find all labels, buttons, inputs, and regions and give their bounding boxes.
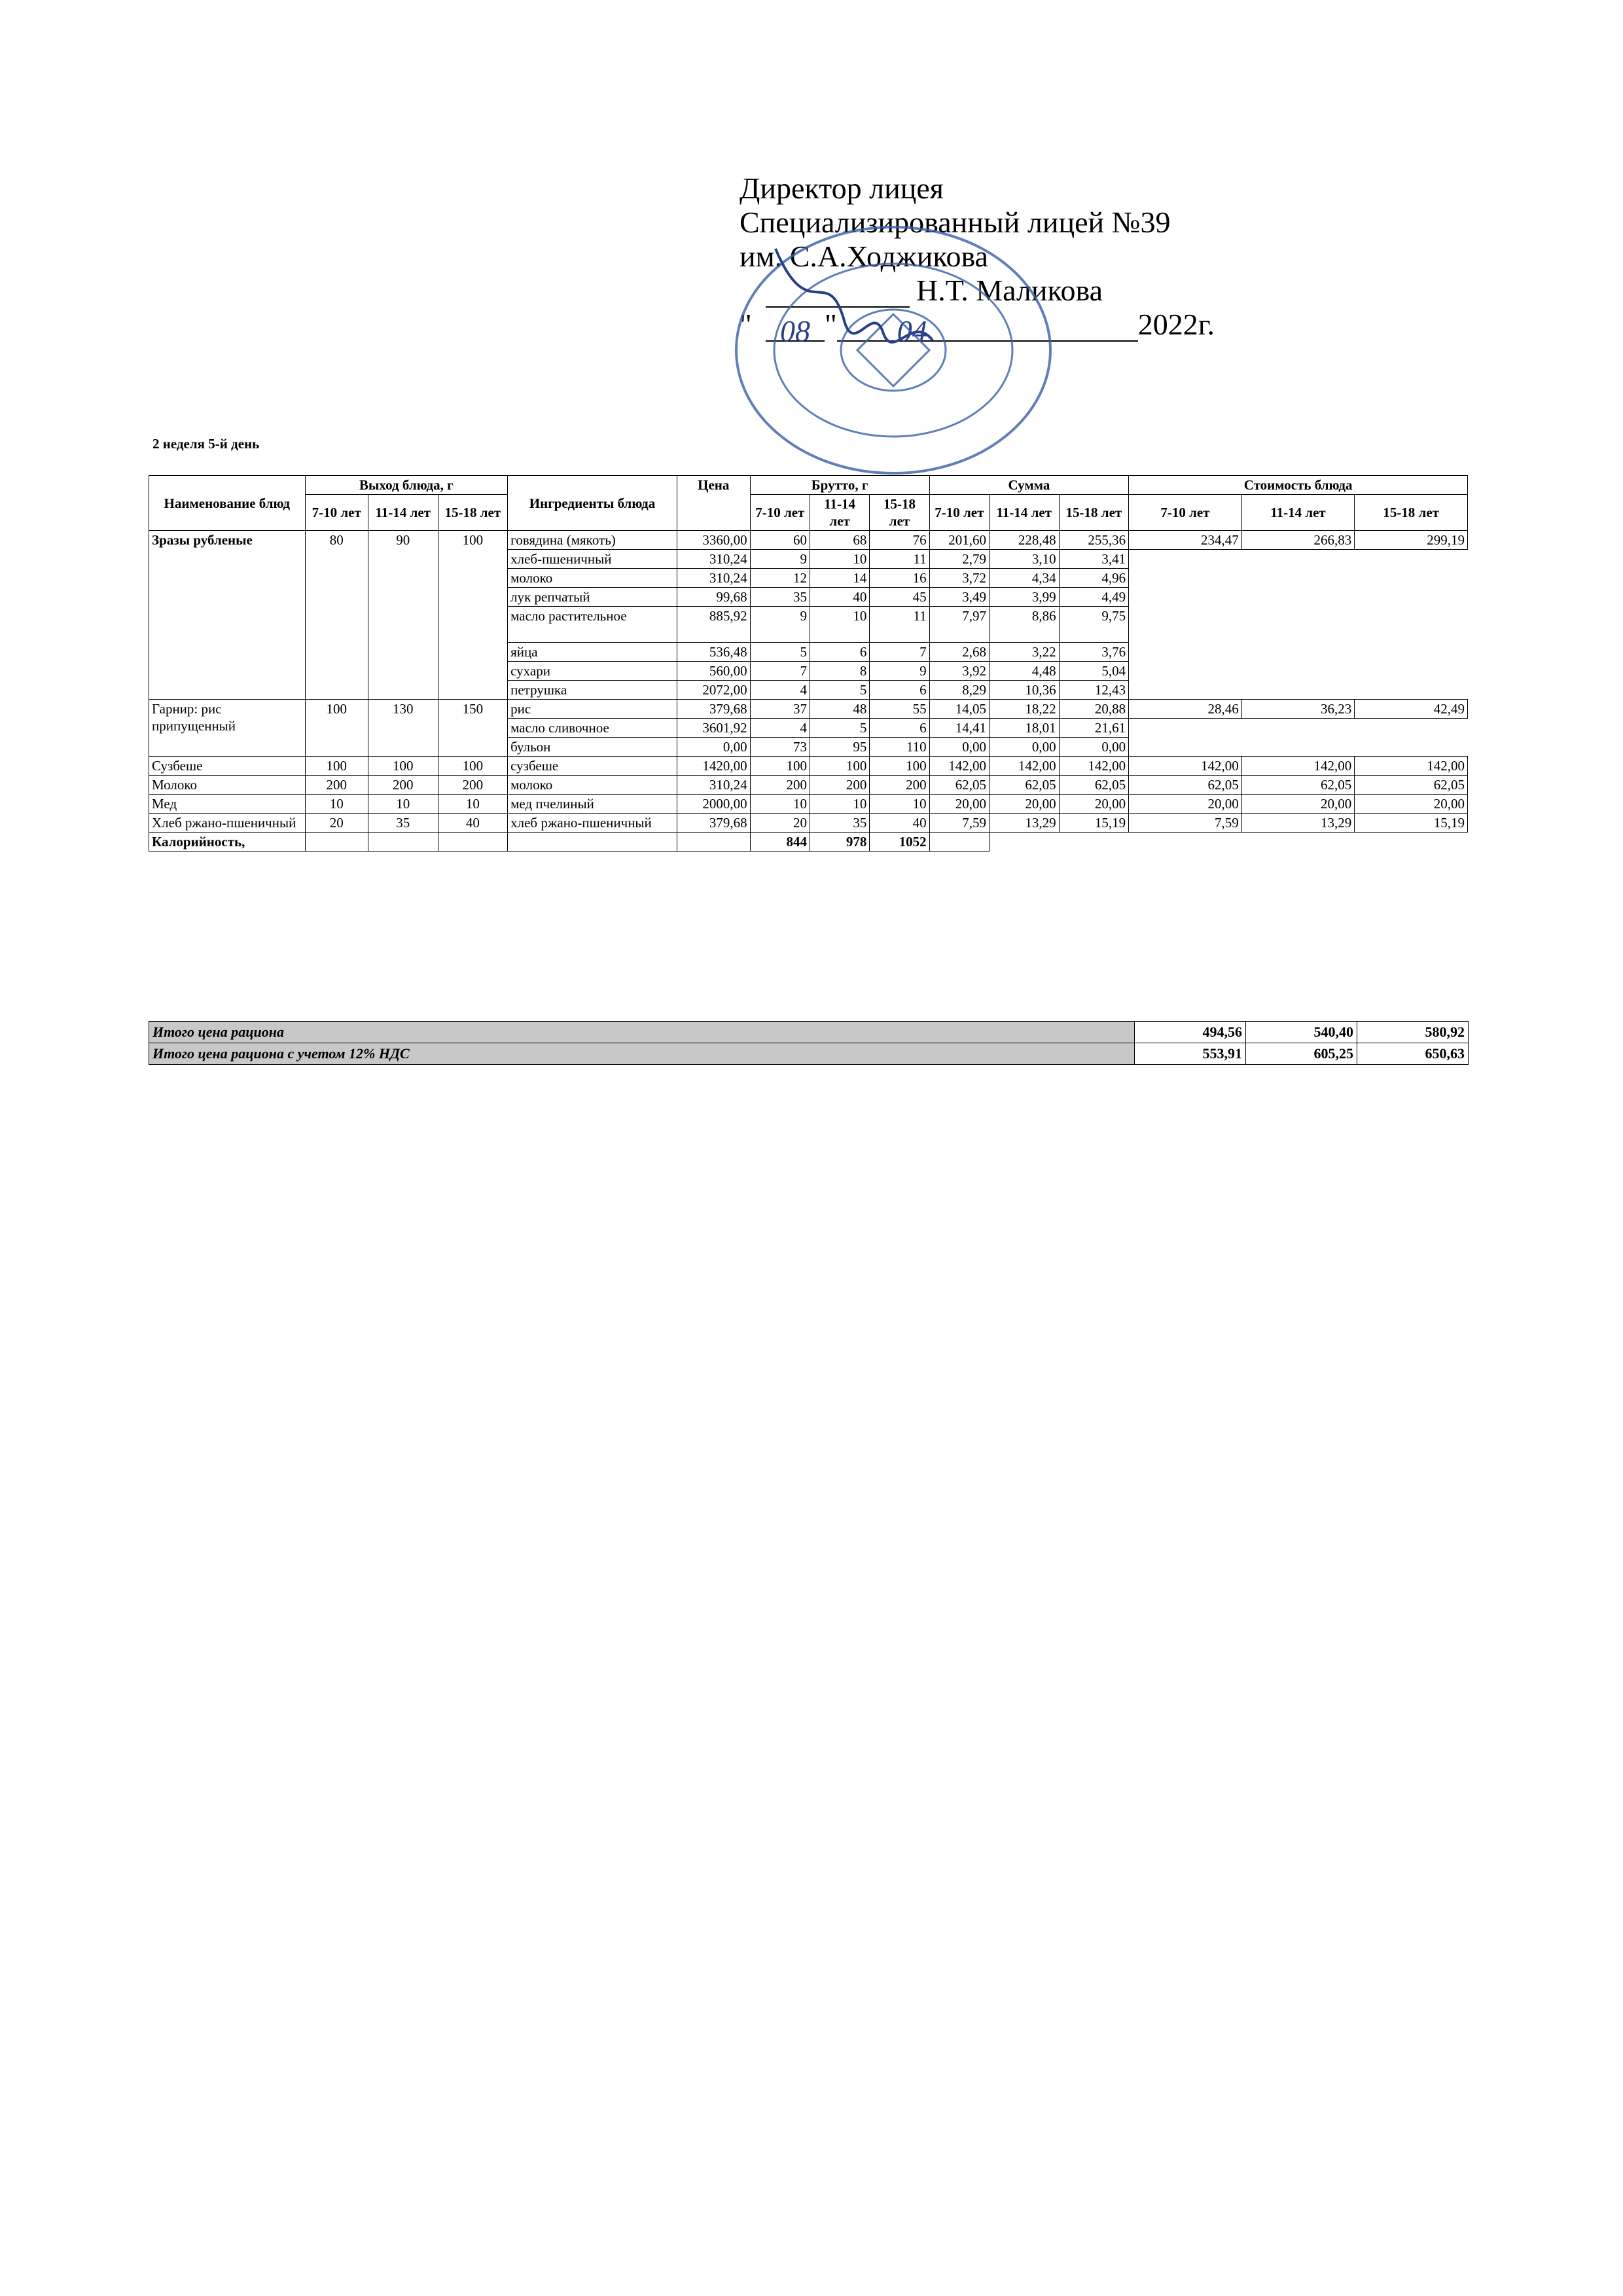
- brutto-cell: 68: [810, 531, 869, 550]
- empty-cost-area: [1129, 719, 1468, 757]
- date-month: 04: [837, 314, 988, 342]
- sum-cell: 142,00: [929, 757, 989, 776]
- sum-cell: 7,59: [929, 814, 989, 833]
- price-cell: 2072,00: [677, 681, 750, 700]
- cost-cell: 142,00: [1241, 757, 1355, 776]
- sum-cell: 8,86: [990, 607, 1060, 643]
- brutto-cell: 9: [750, 550, 810, 569]
- header-age: 7-10 лет: [305, 495, 368, 531]
- yield-cell: 100: [305, 757, 368, 776]
- brutto-cell: 100: [750, 757, 810, 776]
- sum-cell: 20,00: [929, 795, 989, 814]
- yield-cell: 80: [305, 531, 368, 700]
- brutto-cell: 60: [750, 531, 810, 550]
- calories-value: 844: [750, 833, 810, 852]
- dish-name: Хлеб ржано-пшеничный: [149, 814, 306, 833]
- brutto-cell: 16: [870, 569, 929, 588]
- brutto-cell: 12: [750, 569, 810, 588]
- yield-cell: 40: [438, 814, 508, 833]
- price-cell: 379,68: [677, 700, 750, 719]
- sum-cell: 3,22: [990, 643, 1060, 662]
- totals-table: [149, 1021, 1469, 1065]
- yield-cell: 130: [368, 700, 438, 757]
- sum-cell: 3,49: [929, 588, 989, 607]
- header-brutto: Брутто, г: [750, 476, 929, 495]
- brutto-cell: 40: [870, 814, 929, 833]
- header-age: 15-18 лет: [1059, 495, 1129, 531]
- brutto-cell: 73: [750, 738, 810, 757]
- sum-cell: 0,00: [990, 738, 1060, 757]
- brutto-cell: 14: [810, 569, 869, 588]
- ingredient-cell: масло сливочное: [508, 719, 677, 738]
- header-age: 7-10 лет: [1129, 495, 1242, 531]
- brutto-cell: 9: [870, 662, 929, 681]
- total-value: 580,92: [1357, 1022, 1469, 1043]
- sum-cell: 3,99: [990, 588, 1060, 607]
- sum-cell: 142,00: [990, 757, 1060, 776]
- price-cell: 536,48: [677, 643, 750, 662]
- brutto-cell: 5: [810, 719, 869, 738]
- price-cell: 310,24: [677, 569, 750, 588]
- cost-cell: 7,59: [1129, 814, 1242, 833]
- price-cell: 310,24: [677, 776, 750, 795]
- cost-cell: 15,19: [1355, 814, 1468, 833]
- ingredient-cell: хлеб ржано-пшеничный: [508, 814, 677, 833]
- brutto-cell: 20: [750, 814, 810, 833]
- menu-table-body: [149, 531, 1468, 852]
- week-day-label: 2 неделя 5-й день: [152, 436, 260, 452]
- approval-school: Специализированный лицей №39: [740, 206, 1171, 239]
- header-ingredients: Ингредиенты блюда: [508, 476, 677, 531]
- sum-cell: 18,22: [990, 700, 1060, 719]
- approval-date: " 08 " 04 2022г.: [740, 308, 1215, 348]
- cost-cell: 62,05: [1129, 776, 1242, 795]
- sum-cell: 142,00: [1059, 757, 1129, 776]
- header-dish: Наименование блюд: [149, 476, 306, 531]
- total-vat-value: 605,25: [1246, 1043, 1357, 1065]
- yield-cell: 100: [438, 531, 508, 700]
- dish-name: Зразы рубленые: [149, 531, 306, 700]
- yield-cell: 200: [438, 776, 508, 795]
- brutto-cell: 40: [810, 588, 869, 607]
- brutto-cell: 100: [810, 757, 869, 776]
- cost-cell: 20,00: [1355, 795, 1468, 814]
- brutto-cell: 100: [870, 757, 929, 776]
- price-cell: 3601,92: [677, 719, 750, 738]
- sum-cell: 3,41: [1059, 550, 1129, 569]
- cost-cell: 42,49: [1355, 700, 1468, 719]
- sum-cell: 201,60: [929, 531, 989, 550]
- ingredient-cell: молоко: [508, 776, 677, 795]
- price-cell: 379,68: [677, 814, 750, 833]
- cost-cell: 20,00: [1241, 795, 1355, 814]
- sum-cell: 18,01: [990, 719, 1060, 738]
- ingredient-cell: сухари: [508, 662, 677, 681]
- price-cell: 99,68: [677, 588, 750, 607]
- total-vat-row: [149, 1043, 1469, 1065]
- ingredient-cell: мед пчелиный: [508, 795, 677, 814]
- sum-cell: 8,29: [929, 681, 989, 700]
- yield-cell: 100: [438, 757, 508, 776]
- brutto-cell: 6: [870, 681, 929, 700]
- header-age: 11-14 лет: [368, 495, 438, 531]
- yield-cell: 150: [438, 700, 508, 757]
- price-cell: 3360,00: [677, 531, 750, 550]
- sum-cell: 2,79: [929, 550, 989, 569]
- header-age: 11-14 лет: [810, 495, 869, 531]
- brutto-cell: 37: [750, 700, 810, 719]
- sum-cell: 3,10: [990, 550, 1060, 569]
- price-cell: 1420,00: [677, 757, 750, 776]
- dish-name: Мед: [149, 795, 306, 814]
- sum-cell: 5,04: [1059, 662, 1129, 681]
- calories-value: 978: [810, 833, 869, 852]
- calories-row: [149, 833, 1468, 852]
- total-value: 494,56: [1135, 1022, 1246, 1043]
- brutto-cell: 7: [750, 662, 810, 681]
- header-age: 11-14 лет: [1241, 495, 1355, 531]
- brutto-cell: 200: [810, 776, 869, 795]
- sum-cell: 3,72: [929, 569, 989, 588]
- brutto-cell: 10: [810, 607, 869, 643]
- sum-cell: 2,68: [929, 643, 989, 662]
- brutto-cell: 10: [750, 795, 810, 814]
- brutto-cell: 110: [870, 738, 929, 757]
- sum-cell: 0,00: [929, 738, 989, 757]
- brutto-cell: 76: [870, 531, 929, 550]
- total-row: [149, 1022, 1469, 1043]
- brutto-cell: 35: [810, 814, 869, 833]
- approval-signer: Н.Т. Маликова: [916, 274, 1103, 307]
- price-cell: 0,00: [677, 738, 750, 757]
- sum-cell: 14,41: [929, 719, 989, 738]
- brutto-cell: 8: [810, 662, 869, 681]
- sum-cell: 9,75: [1059, 607, 1129, 643]
- cost-cell: 62,05: [1355, 776, 1468, 795]
- header-sum: Сумма: [929, 476, 1129, 495]
- ingredient-cell: рис: [508, 700, 677, 719]
- sum-cell: 3,76: [1059, 643, 1129, 662]
- brutto-cell: 11: [870, 607, 929, 643]
- sum-cell: 62,05: [1059, 776, 1129, 795]
- sum-cell: 4,49: [1059, 588, 1129, 607]
- yield-cell: 10: [305, 795, 368, 814]
- total-label: Итого цена рациона: [149, 1022, 1135, 1043]
- date-day: 08: [766, 314, 825, 342]
- cost-cell: 13,29: [1241, 814, 1355, 833]
- sum-cell: 4,96: [1059, 569, 1129, 588]
- price-cell: 310,24: [677, 550, 750, 569]
- sum-cell: 12,43: [1059, 681, 1129, 700]
- sum-cell: 3,92: [929, 662, 989, 681]
- yield-cell: 10: [438, 795, 508, 814]
- brutto-cell: 11: [870, 550, 929, 569]
- brutto-cell: 48: [810, 700, 869, 719]
- sum-cell: 62,05: [990, 776, 1060, 795]
- cost-cell: 142,00: [1355, 757, 1468, 776]
- brutto-cell: 10: [870, 795, 929, 814]
- cost-cell: 62,05: [1241, 776, 1355, 795]
- ingredient-cell: хлеб-пшеничный: [508, 550, 677, 569]
- brutto-cell: 35: [750, 588, 810, 607]
- ingredient-cell: сузбеше: [508, 757, 677, 776]
- calories-value: 1052: [870, 833, 929, 852]
- cost-cell: 299,19: [1355, 531, 1468, 550]
- header-age: 15-18 лет: [870, 495, 929, 531]
- brutto-cell: 45: [870, 588, 929, 607]
- header-age: 15-18 лет: [1355, 495, 1468, 531]
- sum-cell: 20,00: [990, 795, 1060, 814]
- menu-table: [149, 475, 1468, 852]
- yield-cell: 200: [368, 776, 438, 795]
- ingredient-cell: говядина (мякоть): [508, 531, 677, 550]
- cost-cell: 20,00: [1129, 795, 1242, 814]
- brutto-cell: 95: [810, 738, 869, 757]
- price-cell: 560,00: [677, 662, 750, 681]
- date-year: 2022г.: [1137, 308, 1215, 341]
- brutto-cell: 6: [870, 719, 929, 738]
- table-row: [149, 795, 1468, 814]
- header-age: 11-14 лет: [990, 495, 1060, 531]
- table-row: [149, 814, 1468, 833]
- sum-cell: 7,97: [929, 607, 989, 643]
- brutto-cell: 9: [750, 607, 810, 643]
- calories-label: Калорийность,: [149, 833, 306, 852]
- header-age: 15-18 лет: [438, 495, 508, 531]
- brutto-cell: 4: [750, 681, 810, 700]
- total-value: 540,40: [1246, 1022, 1357, 1043]
- ingredient-cell: бульон: [508, 738, 677, 757]
- sum-cell: 20,88: [1059, 700, 1129, 719]
- yield-cell: 200: [305, 776, 368, 795]
- table-row: [149, 757, 1468, 776]
- yield-cell: 35: [368, 814, 438, 833]
- cost-cell: 28,46: [1129, 700, 1242, 719]
- yield-cell: 90: [368, 531, 438, 700]
- sum-cell: 228,48: [990, 531, 1060, 550]
- yield-cell: 20: [305, 814, 368, 833]
- total-vat-value: 553,91: [1135, 1043, 1246, 1065]
- sum-cell: 15,19: [1059, 814, 1129, 833]
- cost-cell: 142,00: [1129, 757, 1242, 776]
- ingredient-cell: лук репчатый: [508, 588, 677, 607]
- brutto-cell: 5: [750, 643, 810, 662]
- yield-cell: 100: [368, 757, 438, 776]
- table-row: [149, 776, 1468, 795]
- table-row: [149, 700, 1468, 719]
- brutto-cell: 200: [870, 776, 929, 795]
- cost-cell: 266,83: [1241, 531, 1355, 550]
- header-age: 7-10 лет: [750, 495, 810, 531]
- sum-cell: 13,29: [990, 814, 1060, 833]
- ingredient-cell: петрушка: [508, 681, 677, 700]
- sum-cell: 20,00: [1059, 795, 1129, 814]
- ingredient-cell: молоко: [508, 569, 677, 588]
- brutto-cell: 55: [870, 700, 929, 719]
- dish-name: Молоко: [149, 776, 306, 795]
- empty-cost-area: [1129, 550, 1468, 700]
- sum-cell: 62,05: [929, 776, 989, 795]
- sum-cell: 10,36: [990, 681, 1060, 700]
- sum-cell: 0,00: [1059, 738, 1129, 757]
- yield-cell: 100: [305, 700, 368, 757]
- school-stamp: [717, 223, 1070, 478]
- sum-cell: 14,05: [929, 700, 989, 719]
- total-vat-value: 650,63: [1357, 1043, 1469, 1065]
- brutto-cell: 5: [810, 681, 869, 700]
- brutto-cell: 10: [810, 795, 869, 814]
- price-cell: 2000,00: [677, 795, 750, 814]
- sum-cell: 4,34: [990, 569, 1060, 588]
- header-yield: Выход блюда, г: [305, 476, 508, 495]
- brutto-cell: 200: [750, 776, 810, 795]
- cost-cell: 36,23: [1241, 700, 1355, 719]
- brutto-cell: 10: [810, 550, 869, 569]
- header-cost: Стоимость блюда: [1129, 476, 1468, 495]
- yield-cell: 10: [368, 795, 438, 814]
- total-vat-label: Итого цена рациона с учетом 12% НДС: [149, 1043, 1135, 1065]
- price-cell: 885,92: [677, 607, 750, 643]
- cost-cell: 234,47: [1129, 531, 1242, 550]
- header-price: Цена: [677, 476, 750, 531]
- brutto-cell: 6: [810, 643, 869, 662]
- brutto-cell: 4: [750, 719, 810, 738]
- approval-school-name: им. С.А.Ходжикова: [740, 240, 988, 273]
- brutto-cell: 7: [870, 643, 929, 662]
- approval-title: Директор лицея: [740, 171, 944, 205]
- dish-name: Гарнир: рис припущенный: [149, 700, 306, 757]
- sum-cell: 255,36: [1059, 531, 1129, 550]
- ingredient-cell: масло растительное: [508, 607, 677, 643]
- table-row: [149, 531, 1468, 550]
- sum-cell: 4,48: [990, 662, 1060, 681]
- dish-name: Сузбеше: [149, 757, 306, 776]
- sum-cell: 21,61: [1059, 719, 1129, 738]
- header-age: 7-10 лет: [929, 495, 989, 531]
- ingredient-cell: яйца: [508, 643, 677, 662]
